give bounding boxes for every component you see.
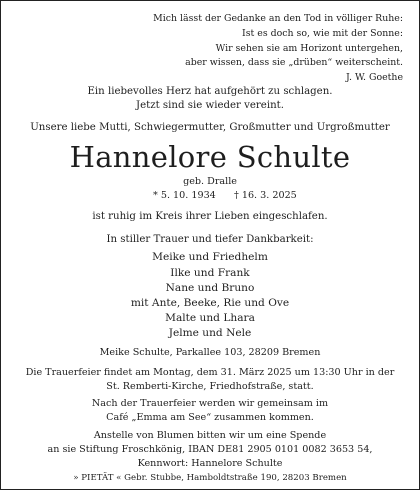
maiden-name: geb. Dralle (183, 176, 237, 187)
donation-line: Kennwort: Hannelore Schulte (137, 458, 283, 469)
contact-address: Meike Schulte, Parkallee 103, 28209 Bremen (99, 347, 321, 358)
mourner-line: Ilke und Frank (170, 267, 250, 279)
gathering-line: Nach der Trauerfeier werden wir gemeinsam im (91, 398, 329, 409)
mourner-line: Meike und Friedhelm (152, 251, 268, 263)
poem-line: aber wissen, dass sie „drüben“ weiterscheint. (185, 57, 403, 68)
death-date: † 16. 3. 2025 (234, 190, 297, 201)
mourner-line: Nane und Bruno (165, 282, 255, 294)
passing-text: ist ruhig im Kreis ihrer Lieben eingeschlafen. (92, 211, 328, 222)
relation-line: Unsere liebe Mutti, Schwiegermutter, Großmutter und Urgroßmutter (30, 122, 390, 133)
donation-line: an sie Stiftung Froschkönig, IBAN DE81 2905 0101 0082 3653 54, (47, 444, 373, 455)
undertaker-line: » PIETÄT « Gebr. Stubbe, Hamboldtstraße 190, 28203 Bremen (73, 473, 347, 483)
intro-line: Ein liebevolles Herz hat aufgehört zu schlagen. (87, 86, 333, 97)
mourner-line: mit Ante, Beeke, Rie und Ove (130, 297, 290, 309)
funeral-line: St. Remberti-Kirche, Friedhofstraße, statt. (106, 381, 314, 392)
mourner-line: Malte und Lhara (165, 312, 255, 324)
poem-author: J. W. Goethe (346, 72, 403, 83)
poem-line: Mich lässt der Gedanke an den Tod in völliger Ruhe: (153, 13, 403, 24)
funeral-line: Die Trauerfeier findet am Montag, dem 31. März 2025 um 13:30 Uhr in der (25, 367, 395, 378)
deceased-name: Hannelore Schulte (69, 140, 351, 174)
mourner-line: Jelme und Nele (168, 327, 252, 339)
gathering-line: Café „Emma am See“ zusammen kommen. (106, 412, 314, 423)
birth-date: * 5. 10. 1934 (153, 190, 216, 201)
poem-line: Wir sehen sie am Horizont untergehen, (215, 43, 403, 54)
grief-line: In stiller Trauer und tiefer Dankbarkeit: (106, 234, 314, 245)
donation-line: Anstelle von Blumen bitten wir um eine Spende (93, 430, 327, 441)
poem-line: Ist es doch so, wie mit der Sonne: (242, 28, 403, 39)
intro-line: Jetzt sind sie wieder vereint. (136, 100, 284, 111)
